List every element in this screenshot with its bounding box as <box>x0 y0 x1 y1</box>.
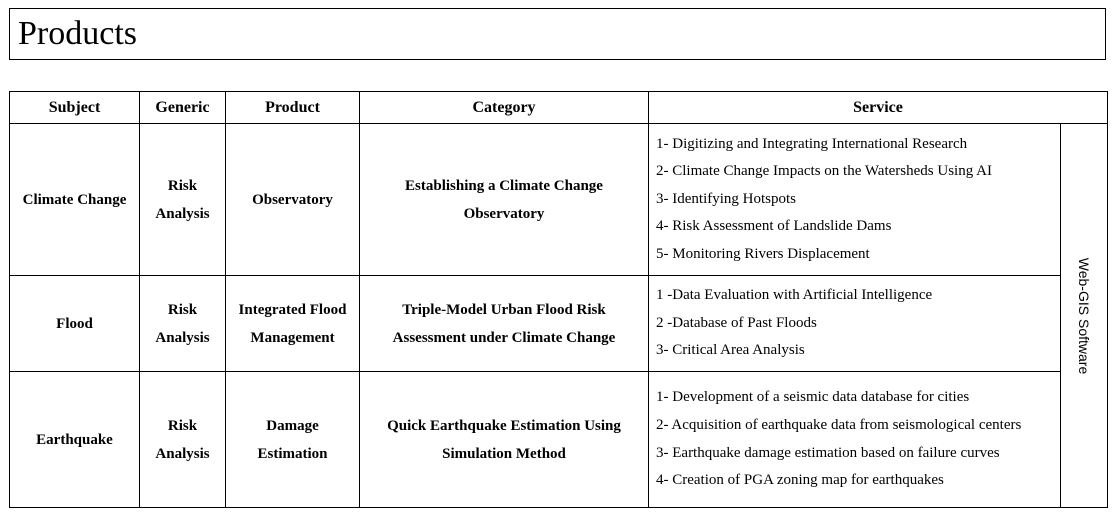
service-cell <box>649 372 1061 508</box>
service-item: 1- Digitizing and Integrating International Research <box>656 135 968 152</box>
service-item: 1 -Data Evaluation with Artificial Intelligence <box>656 287 933 304</box>
product-cell <box>226 276 360 372</box>
subject-cell <box>10 276 140 372</box>
subject-cell <box>10 372 140 508</box>
category-cell <box>360 124 649 276</box>
generic-line: Risk <box>167 301 198 318</box>
category-cell <box>360 372 649 508</box>
generic-cell <box>140 124 226 276</box>
products-table <box>9 91 1108 508</box>
side-label-cell <box>1061 124 1108 508</box>
service-item: 1- Development of a seismic data database for cities <box>656 389 970 406</box>
generic-cell <box>140 372 226 508</box>
service-item: 3- Earthquake damage estimation based on failure curves <box>656 444 1000 461</box>
product-line: Observatory <box>252 191 333 208</box>
service-item: 3- Critical Area Analysis <box>656 342 805 359</box>
service-item: 2- Acquisition of earthquake data from seismological centers <box>656 416 1022 433</box>
page-title-box <box>9 8 1106 60</box>
category-line: Assessment under Climate Change <box>392 329 616 346</box>
service-cell <box>649 124 1061 276</box>
subject-text: Earthquake <box>36 431 113 448</box>
service-item: 4- Risk Assessment of Landslide Dams <box>656 218 892 235</box>
category-line: Establishing a Climate Change <box>405 177 603 194</box>
header-product: Product <box>226 92 360 124</box>
category-line: Quick Earthquake Estimation Using <box>387 417 621 434</box>
generic-line: Analysis <box>155 445 210 462</box>
service-item: 5- Monitoring Rivers Displacement <box>656 245 870 262</box>
generic-line: Analysis <box>155 205 210 222</box>
header-subject: Subject <box>10 92 140 124</box>
category-cell <box>360 276 649 372</box>
web-gis-software-label: Web-GIS Software <box>1076 257 1092 374</box>
subject-text: Climate Change <box>22 191 127 208</box>
subject-text: Flood <box>56 315 93 332</box>
generic-line: Analysis <box>155 329 210 346</box>
table-row <box>10 124 1108 276</box>
product-cell <box>226 372 360 508</box>
product-line: Integrated Flood <box>238 301 347 318</box>
product-line: Management <box>250 329 335 346</box>
generic-line: Risk <box>167 417 198 434</box>
service-cell <box>649 276 1061 372</box>
product-line: Damage <box>266 417 319 434</box>
product-cell <box>226 124 360 276</box>
header-category: Category <box>360 92 649 124</box>
table-header-row <box>10 92 1108 124</box>
product-line: Estimation <box>257 445 328 462</box>
header-service: Service <box>649 92 1108 124</box>
table-row <box>10 372 1108 508</box>
generic-cell <box>140 276 226 372</box>
service-item: 2 -Database of Past Floods <box>656 314 817 331</box>
category-line: Triple-Model Urban Flood Risk <box>402 301 606 318</box>
service-item: 4- Creation of PGA zoning map for earthquakes <box>656 472 944 489</box>
generic-line: Risk <box>167 177 198 194</box>
subject-cell <box>10 124 140 276</box>
page-title: Products <box>18 15 137 52</box>
header-generic: Generic <box>140 92 226 124</box>
category-line: Simulation Method <box>442 445 566 462</box>
category-line: Observatory <box>463 205 545 222</box>
service-item: 2- Climate Change Impacts on the Watersheds Using AI <box>656 163 992 180</box>
service-item: 3- Identifying Hotspots <box>656 190 796 207</box>
table-row <box>10 276 1108 372</box>
